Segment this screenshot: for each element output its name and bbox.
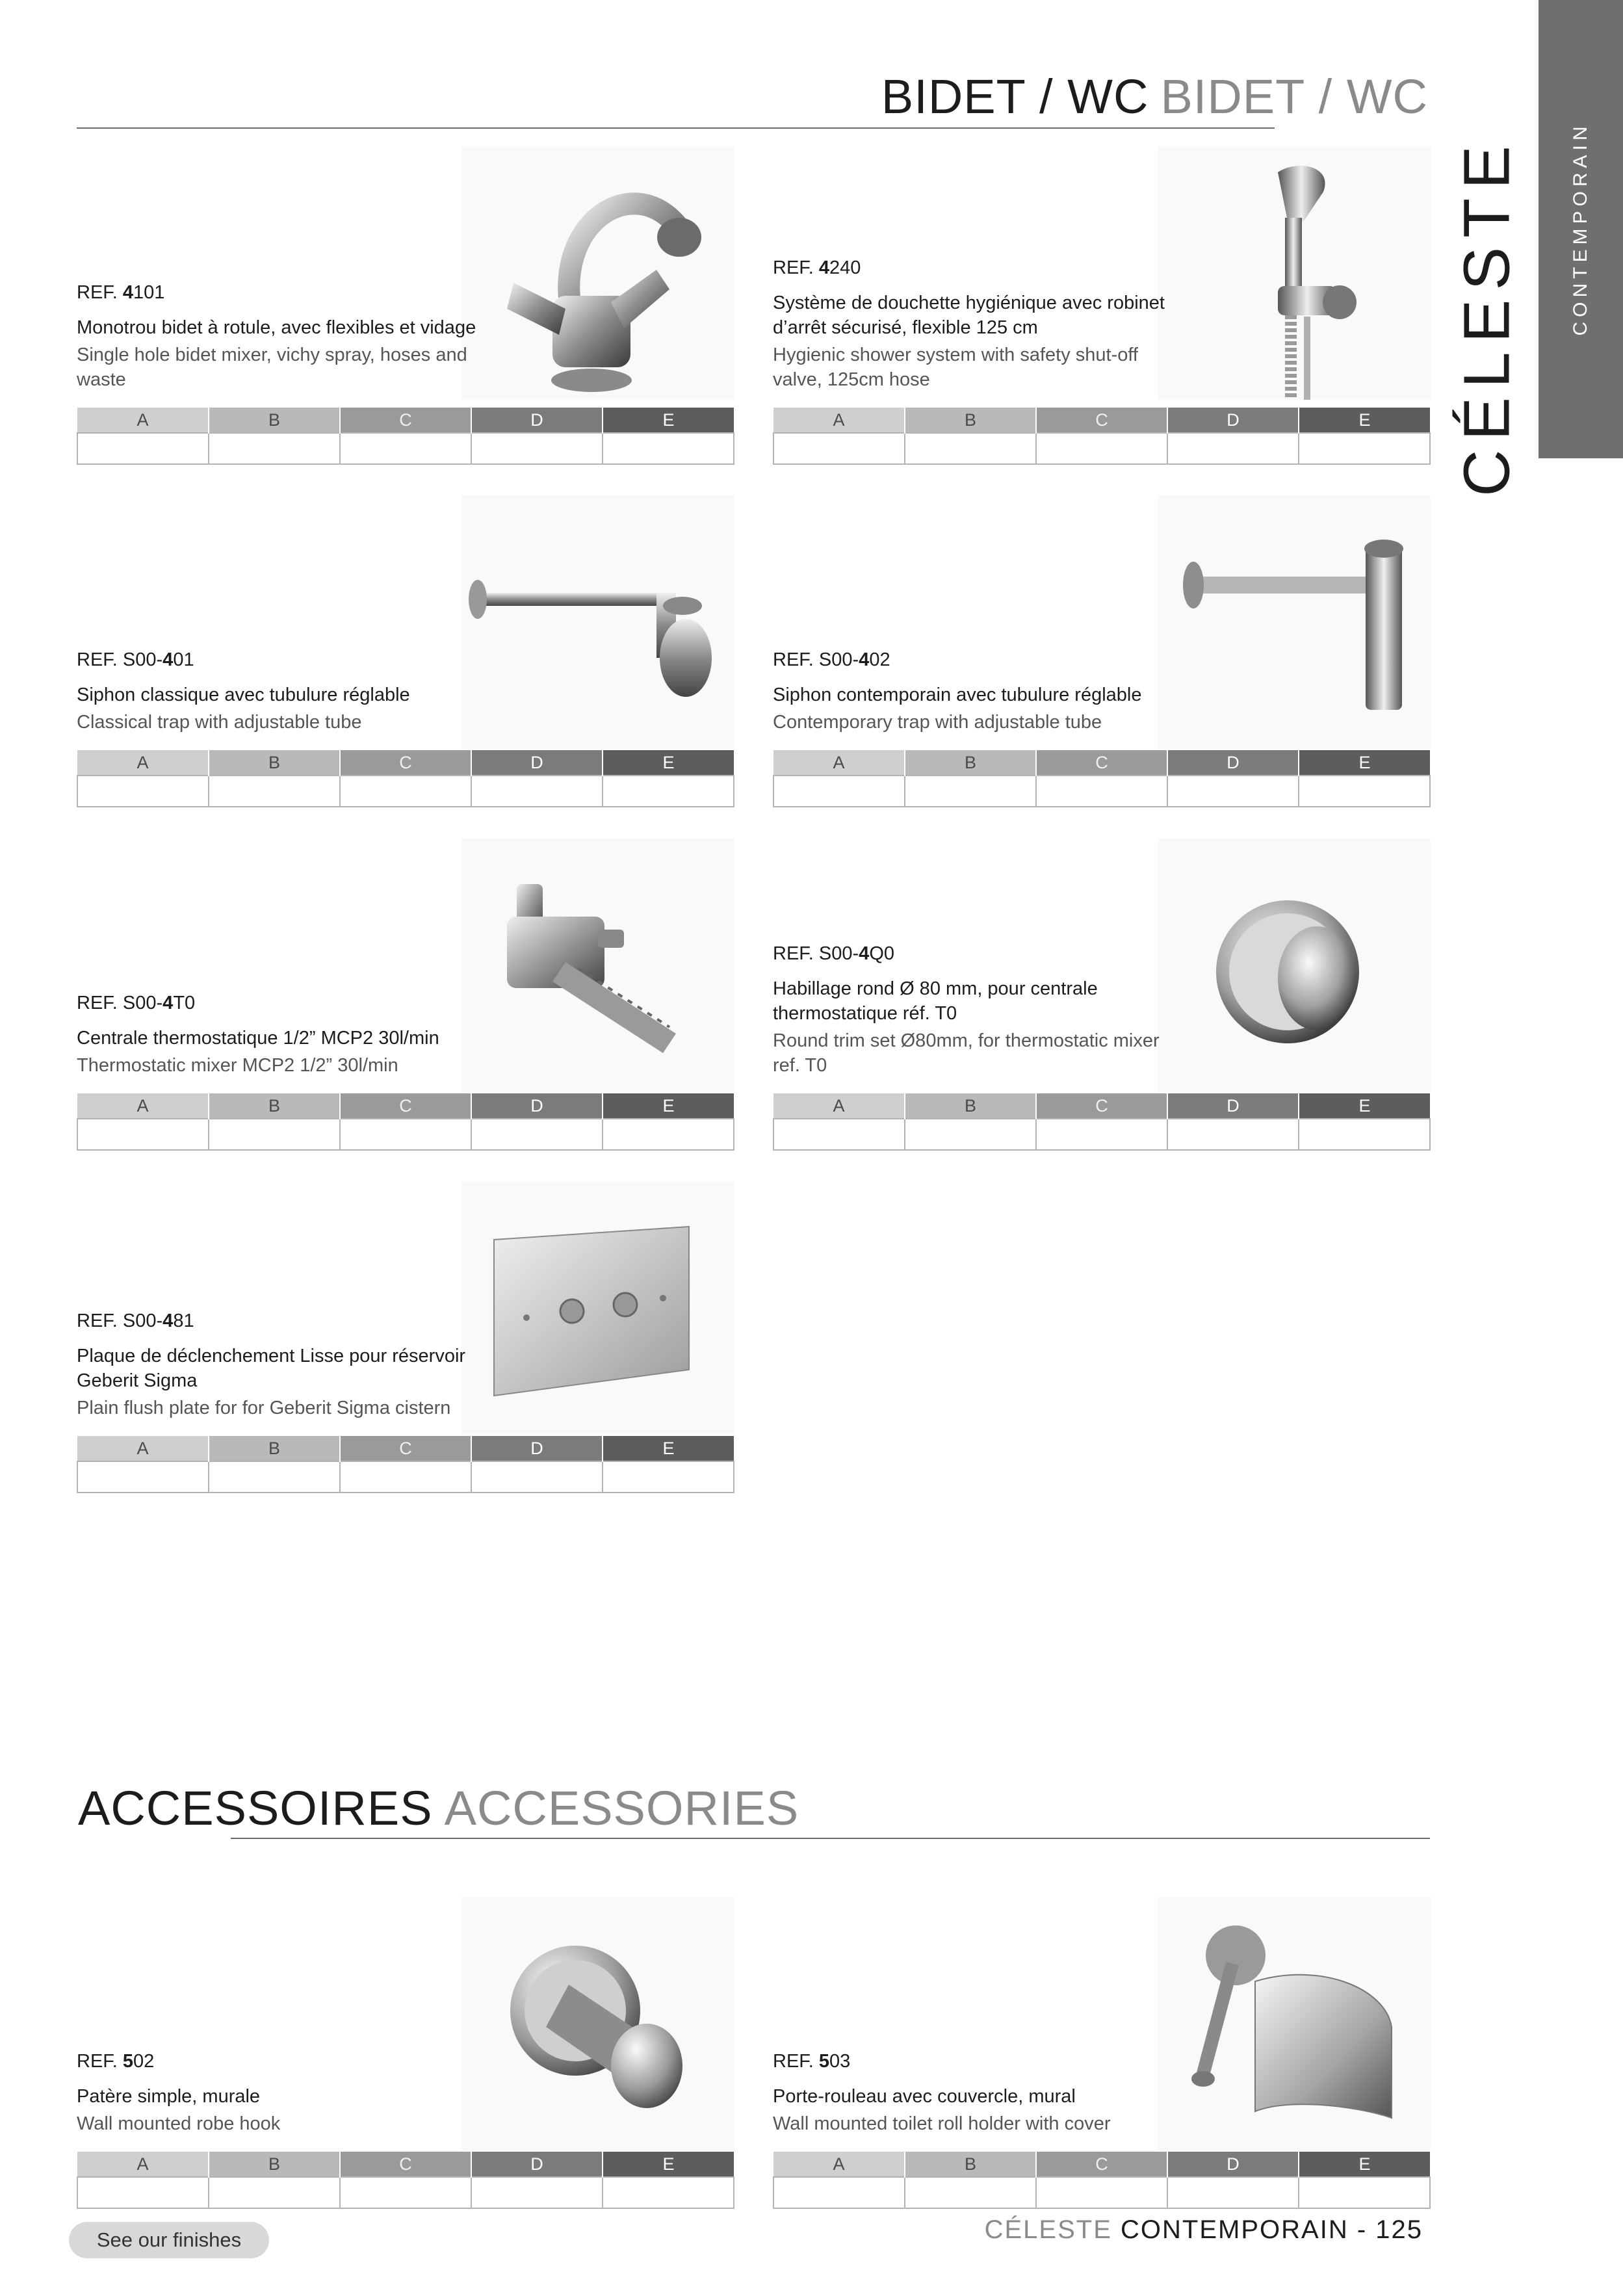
finish-table <box>773 408 1431 465</box>
finish-cell <box>1167 2177 1299 2208</box>
finish-cell <box>1167 433 1299 464</box>
product-card <box>77 231 734 465</box>
product-card <box>77 1975 734 2209</box>
finish-header-d: D <box>471 750 603 776</box>
section-title-bidet <box>881 70 1428 124</box>
finish-cell <box>340 433 471 464</box>
product-desc-fr: Patère simple, murale <box>77 2086 261 2107</box>
header-rule <box>77 127 1275 129</box>
finish-header-b: B <box>905 2152 1036 2177</box>
finish-table <box>773 2152 1431 2209</box>
finish-cell <box>209 1461 340 1493</box>
finish-header-b: B <box>209 408 340 433</box>
finish-cell <box>77 1461 209 1493</box>
finish-cell <box>1036 776 1167 807</box>
finish-header-d: D <box>1167 408 1299 433</box>
toilet-roll-holder-photo <box>1158 1897 1431 2150</box>
product-desc-en: Hygienic shower system with safety shut-off valve, 125cm hose <box>773 345 1138 390</box>
finish-header-d: D <box>471 1093 603 1119</box>
footer-range-page: CONTEMPORAIN - 125 <box>1121 2215 1423 2244</box>
section-title-en: BIDET / WC <box>1160 70 1428 124</box>
finish-cell <box>603 776 734 807</box>
finish-header-a: A <box>77 2152 209 2177</box>
footer-collection: CÉLESTE <box>984 2215 1112 2244</box>
finish-table <box>77 1093 734 1151</box>
finish-header-e: E <box>1299 2152 1430 2177</box>
finish-table <box>77 1436 734 1493</box>
product-card <box>773 1975 1431 2209</box>
finish-header-d: D <box>1167 1093 1299 1119</box>
finish-cell <box>603 1461 734 1493</box>
product-text <box>77 2051 480 2136</box>
finish-header-c: C <box>1036 750 1167 776</box>
finish-cell <box>1036 2177 1167 2208</box>
finish-cell <box>773 1119 905 1150</box>
product-text <box>773 649 1176 735</box>
finish-cell <box>471 433 603 464</box>
finish-header-c: C <box>340 2152 471 2177</box>
finish-cell <box>340 1119 471 1150</box>
section-title-fr: BIDET / WC <box>881 70 1149 124</box>
product-card <box>77 1259 734 1493</box>
product-desc-fr: Porte-rouleau avec couvercle, mural <box>773 2086 1076 2107</box>
finish-cell <box>773 776 905 807</box>
finish-header-d: D <box>471 1436 603 1461</box>
finish-header-a: A <box>77 1436 209 1461</box>
product-desc-fr: Plaque de déclenchement Lisse pour réservoir Geberit Sigma <box>77 1346 466 1391</box>
product-ref: REF. 4240 <box>773 257 861 278</box>
finish-header-a: A <box>77 750 209 776</box>
finish-table <box>773 1093 1431 1151</box>
finish-header-e: E <box>1299 408 1430 433</box>
finish-cell <box>209 1119 340 1150</box>
finish-header-b: B <box>209 750 340 776</box>
thermostatic-body-photo <box>461 839 734 1092</box>
product-desc-fr: Système de douchette hygiénique avec robinet d’arrêt sécurisé, flexible 125 cm <box>773 293 1165 338</box>
finish-cell <box>773 433 905 464</box>
product-text <box>77 1311 480 1420</box>
finish-cell <box>603 2177 734 2208</box>
finish-cell <box>1299 433 1430 464</box>
finish-header-e: E <box>603 1093 734 1119</box>
finish-cell <box>1036 433 1167 464</box>
finish-cell <box>1036 1119 1167 1150</box>
product-card <box>77 917 734 1151</box>
finish-cell <box>340 776 471 807</box>
round-trim-photo <box>1158 839 1431 1092</box>
finish-table <box>77 2152 734 2209</box>
robe-hook-photo <box>461 1897 734 2150</box>
finish-header-a: A <box>773 1093 905 1119</box>
finish-header-a: A <box>773 408 905 433</box>
classical-trap-photo <box>461 495 734 749</box>
finish-header-d: D <box>1167 750 1299 776</box>
finish-header-b: B <box>905 750 1036 776</box>
product-text <box>77 649 480 735</box>
finish-cell <box>77 776 209 807</box>
finish-header-e: E <box>603 2152 734 2177</box>
finish-cell <box>471 1461 603 1493</box>
section-title-en: ACCESSORIES <box>444 1781 799 1835</box>
product-text <box>77 282 480 392</box>
finish-cell <box>1299 776 1430 807</box>
finish-cell <box>1299 1119 1430 1150</box>
product-text <box>77 993 480 1078</box>
product-ref: REF. S00-4Q0 <box>773 943 894 964</box>
bidet-mixer-photo <box>461 146 734 400</box>
product-ref: REF. S00-4T0 <box>77 993 196 1013</box>
finish-header-b: B <box>905 408 1036 433</box>
section-title-accessories <box>78 1781 799 1835</box>
finish-header-c: C <box>1036 2152 1167 2177</box>
product-card <box>773 231 1431 465</box>
finish-header-c: C <box>340 408 471 433</box>
finish-header-b: B <box>905 1093 1036 1119</box>
product-desc-en: Plain flush plate for for Geberit Sigma cistern <box>77 1398 451 1418</box>
product-card <box>773 573 1431 807</box>
product-desc-en: Single hole bidet mixer, vichy spray, hoses and waste <box>77 345 467 390</box>
see-finishes-button[interactable]: See our finishes <box>69 2222 269 2258</box>
product-text <box>773 943 1176 1078</box>
finish-header-e: E <box>1299 750 1430 776</box>
product-desc-en: Wall mounted robe hook <box>77 2113 281 2134</box>
finish-header-e: E <box>603 1436 734 1461</box>
finish-cell <box>603 1119 734 1150</box>
product-card <box>77 573 734 807</box>
hygienic-shower-photo <box>1158 146 1431 400</box>
finish-header-c: C <box>1036 408 1167 433</box>
product-desc-fr: Monotrou bidet à rotule, avec flexibles et vidage <box>77 317 476 338</box>
product-desc-en: Classical trap with adjustable tube <box>77 712 362 733</box>
side-tab-label: CONTEMPORAIN <box>1570 122 1591 336</box>
product-desc-fr: Habillage rond Ø 80 mm, pour centrale thermostatique réf. T0 <box>773 978 1098 1024</box>
finish-cell <box>340 2177 471 2208</box>
finish-cell <box>77 1119 209 1150</box>
contemporary-trap-photo <box>1158 495 1431 749</box>
product-text <box>773 2051 1176 2136</box>
finish-cell <box>905 433 1036 464</box>
product-desc-en: Round trim set Ø80mm, for thermostatic mixer ref. T0 <box>773 1030 1160 1076</box>
product-card <box>773 917 1431 1151</box>
finish-cell <box>905 2177 1036 2208</box>
finish-header-a: A <box>77 1093 209 1119</box>
finish-cell <box>1167 776 1299 807</box>
finish-header-b: B <box>209 1093 340 1119</box>
finish-cell <box>471 2177 603 2208</box>
accessories-rule <box>231 1838 1430 1839</box>
finish-header-b: B <box>209 1436 340 1461</box>
product-desc-fr: Siphon classique avec tubulure réglable <box>77 685 410 705</box>
brand-vertical-title: CÉLESTE <box>1450 137 1524 497</box>
finish-cell <box>1167 1119 1299 1150</box>
product-desc-en: Wall mounted toilet roll holder with cover <box>773 2113 1111 2134</box>
finish-header-b: B <box>209 2152 340 2177</box>
product-desc-en: Contemporary trap with adjustable tube <box>773 712 1102 733</box>
finish-cell <box>209 433 340 464</box>
finish-header-a: A <box>773 750 905 776</box>
finish-cell <box>1299 2177 1430 2208</box>
product-ref: REF. 502 <box>77 2051 155 2072</box>
finish-header-e: E <box>1299 1093 1430 1119</box>
product-ref: REF. S00-402 <box>773 649 890 670</box>
product-ref: REF. 4101 <box>77 282 165 303</box>
section-title-fr: ACCESSOIRES <box>78 1781 433 1835</box>
finish-cell <box>471 776 603 807</box>
finish-cell <box>209 776 340 807</box>
finish-cell <box>905 1119 1036 1150</box>
finish-cell <box>603 433 734 464</box>
finish-header-c: C <box>340 1436 471 1461</box>
product-desc-fr: Siphon contemporain avec tubulure réglable <box>773 685 1142 705</box>
finish-cell <box>905 776 1036 807</box>
finish-header-e: E <box>603 750 734 776</box>
finish-table <box>77 408 734 465</box>
finish-table <box>773 750 1431 807</box>
finish-cell <box>340 1461 471 1493</box>
finish-header-a: A <box>77 408 209 433</box>
finish-header-a: A <box>773 2152 905 2177</box>
flush-plate-photo <box>461 1181 734 1435</box>
product-ref: REF. 503 <box>773 2051 851 2072</box>
page-footer <box>985 2215 1423 2245</box>
finish-cell <box>77 2177 209 2208</box>
product-desc-fr: Centrale thermostatique 1/2” MCP2 30l/min <box>77 1028 439 1049</box>
finish-cell <box>77 433 209 464</box>
finish-cell <box>773 2177 905 2208</box>
finish-header-c: C <box>1036 1093 1167 1119</box>
product-ref: REF. S00-401 <box>77 649 194 670</box>
finish-cell <box>471 1119 603 1150</box>
finish-table <box>77 750 734 807</box>
finish-header-d: D <box>1167 2152 1299 2177</box>
finish-cell <box>209 2177 340 2208</box>
product-desc-en: Thermostatic mixer MCP2 1/2” 30l/min <box>77 1055 398 1076</box>
finish-header-d: D <box>471 408 603 433</box>
finish-header-d: D <box>471 2152 603 2177</box>
finish-header-c: C <box>340 750 471 776</box>
product-text <box>773 257 1176 392</box>
finish-header-c: C <box>340 1093 471 1119</box>
product-ref: REF. S00-481 <box>77 1311 194 1331</box>
finish-header-e: E <box>603 408 734 433</box>
